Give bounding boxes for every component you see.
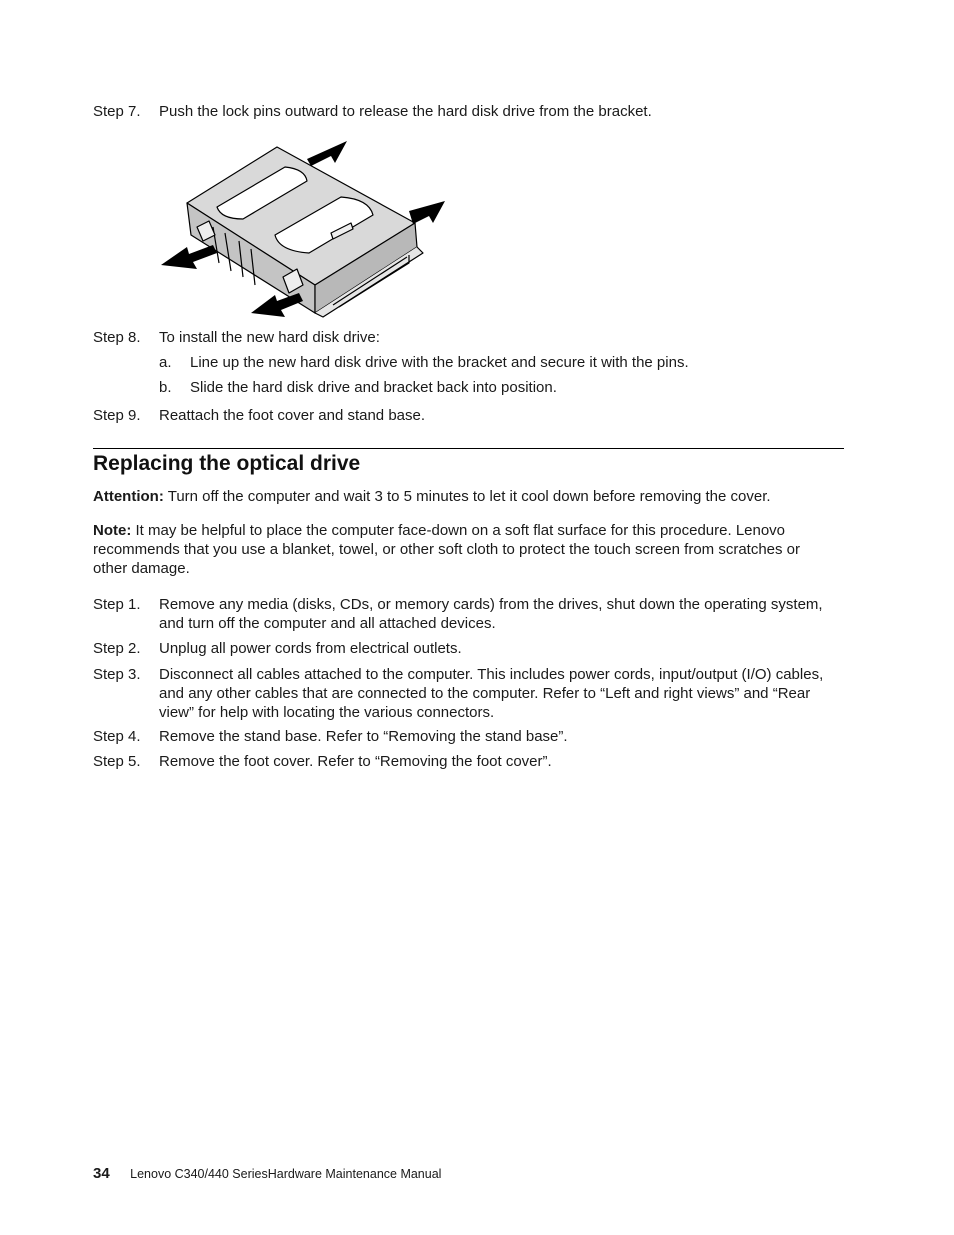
step-number: Step 4. (93, 728, 141, 745)
substep-letter: a. (159, 354, 172, 371)
step-text: Push the lock pins outward to release the hard disk drive from the bracket. (159, 103, 652, 120)
step-text: Remove the foot cover. Refer to “Removing the foot cover”. (159, 753, 552, 770)
step-number: Step 3. (93, 666, 141, 683)
step-text: To install the new hard disk drive: (159, 329, 380, 346)
substep-text: Line up the new hard disk drive with the bracket and secure it with the pins. (190, 354, 689, 371)
step-number: Step 2. (93, 640, 141, 657)
attention-text: Turn off the computer and wait 3 to 5 minutes to let it cool down before removing the cover. (163, 488, 771, 505)
attention-label: Attention: (93, 488, 164, 505)
section-divider (93, 448, 844, 449)
page-number: 34 (93, 1165, 110, 1182)
step-number: Step 9. (93, 407, 141, 424)
step-text: Remove any media (disks, CDs, or memory cards) from the drives, shut down the operating system, and turn off the computer and all attached devices. (159, 596, 823, 632)
note-text: It may be helpful to place the computer face-down on a soft flat surface for this procedure. Lenovo recommends that you use a blanket, towel, or other soft cloth to protect the touch screen from scratches or other damage. (93, 522, 801, 577)
section-title: Replacing the optical drive (93, 452, 361, 475)
substep-text: Slide the hard disk drive and bracket back into position. (190, 379, 557, 396)
attention-paragraph (93, 487, 833, 506)
hard-disk-bracket-illustration (155, 135, 455, 325)
substep-letter: b. (159, 379, 172, 396)
manual-title: Lenovo C340/440 SeriesHardware Maintenance Manual (130, 1167, 442, 1181)
note-label: Note: (93, 522, 132, 539)
step-text: Unplug all power cords from electrical outlets. (159, 640, 462, 657)
step-number: Step 5. (93, 753, 141, 770)
step-number: Step 7. (93, 103, 141, 120)
step-text: Remove the stand base. Refer to “Removing the stand base”. (159, 728, 568, 745)
step-number: Step 8. (93, 329, 141, 346)
step-number: Step 1. (93, 596, 141, 613)
step-text: Reattach the foot cover and stand base. (159, 407, 426, 424)
page-footer (93, 1165, 441, 1183)
step-text: Disconnect all cables attached to the computer. This includes power cords, input/output (I/O) cables, and any other cables that are connected to the computer. Refer to “Left and right views” and “Rear view” for help with locating the various connectors. (159, 666, 824, 721)
note-paragraph (93, 521, 833, 578)
